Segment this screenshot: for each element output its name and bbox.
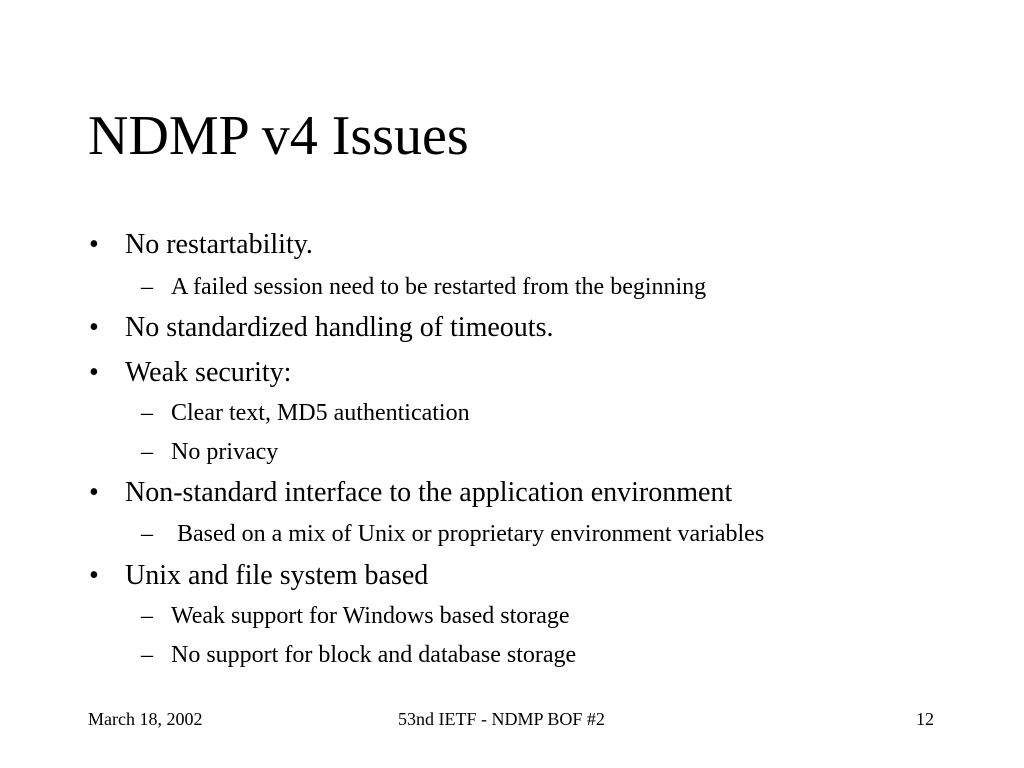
bullet-item-4 bbox=[89, 476, 733, 510]
dash-marker: – bbox=[141, 400, 153, 426]
sub-item-1 bbox=[141, 272, 707, 302]
dash-marker: – bbox=[141, 603, 153, 629]
bullet-text: No restartability. bbox=[125, 229, 313, 260]
sub-item-4 bbox=[141, 519, 765, 549]
bullet-marker: • bbox=[89, 312, 99, 343]
dash-marker: – bbox=[141, 274, 153, 300]
bullet-marker: • bbox=[89, 560, 99, 591]
sub-item-5 bbox=[141, 601, 570, 631]
bullet-item-3 bbox=[89, 356, 292, 390]
sub-item-3 bbox=[141, 437, 279, 467]
bullet-item-1 bbox=[89, 228, 313, 262]
slide-title: NDMP v4 Issues bbox=[88, 105, 469, 167]
bullet-marker: • bbox=[89, 477, 99, 508]
bullet-text: No standardized handling of timeouts. bbox=[125, 312, 554, 343]
bullet-text: Unix and file system based bbox=[125, 560, 429, 591]
footer-page-number: 12 bbox=[916, 709, 934, 729]
footer-date: March 18, 2002 bbox=[88, 709, 203, 729]
sub-item-6 bbox=[141, 640, 577, 670]
sub-item-text: Based on a mix of Unix or proprietary environment variables bbox=[171, 521, 765, 547]
bullet-item-2 bbox=[89, 311, 554, 345]
sub-item-text: No support for block and database storage bbox=[171, 642, 577, 668]
dash-marker: – bbox=[141, 439, 153, 465]
dash-marker: – bbox=[141, 521, 153, 547]
bullet-text: Non-standard interface to the application environment bbox=[125, 477, 733, 508]
footer-event: 53nd IETF - NDMP BOF #2 bbox=[398, 709, 605, 729]
sub-item-text: Weak support for Windows based storage bbox=[171, 603, 570, 629]
bullet-marker: • bbox=[89, 357, 99, 388]
bullet-marker: • bbox=[89, 229, 99, 260]
bullet-item-5 bbox=[89, 559, 429, 593]
sub-item-text: No privacy bbox=[171, 439, 279, 465]
sub-item-text: A failed session need to be restarted from the beginning bbox=[171, 274, 707, 300]
sub-item-2 bbox=[141, 398, 470, 428]
dash-marker: – bbox=[141, 642, 153, 668]
sub-item-text: Clear text, MD5 authentication bbox=[171, 400, 470, 426]
bullet-text: Weak security: bbox=[125, 357, 292, 388]
